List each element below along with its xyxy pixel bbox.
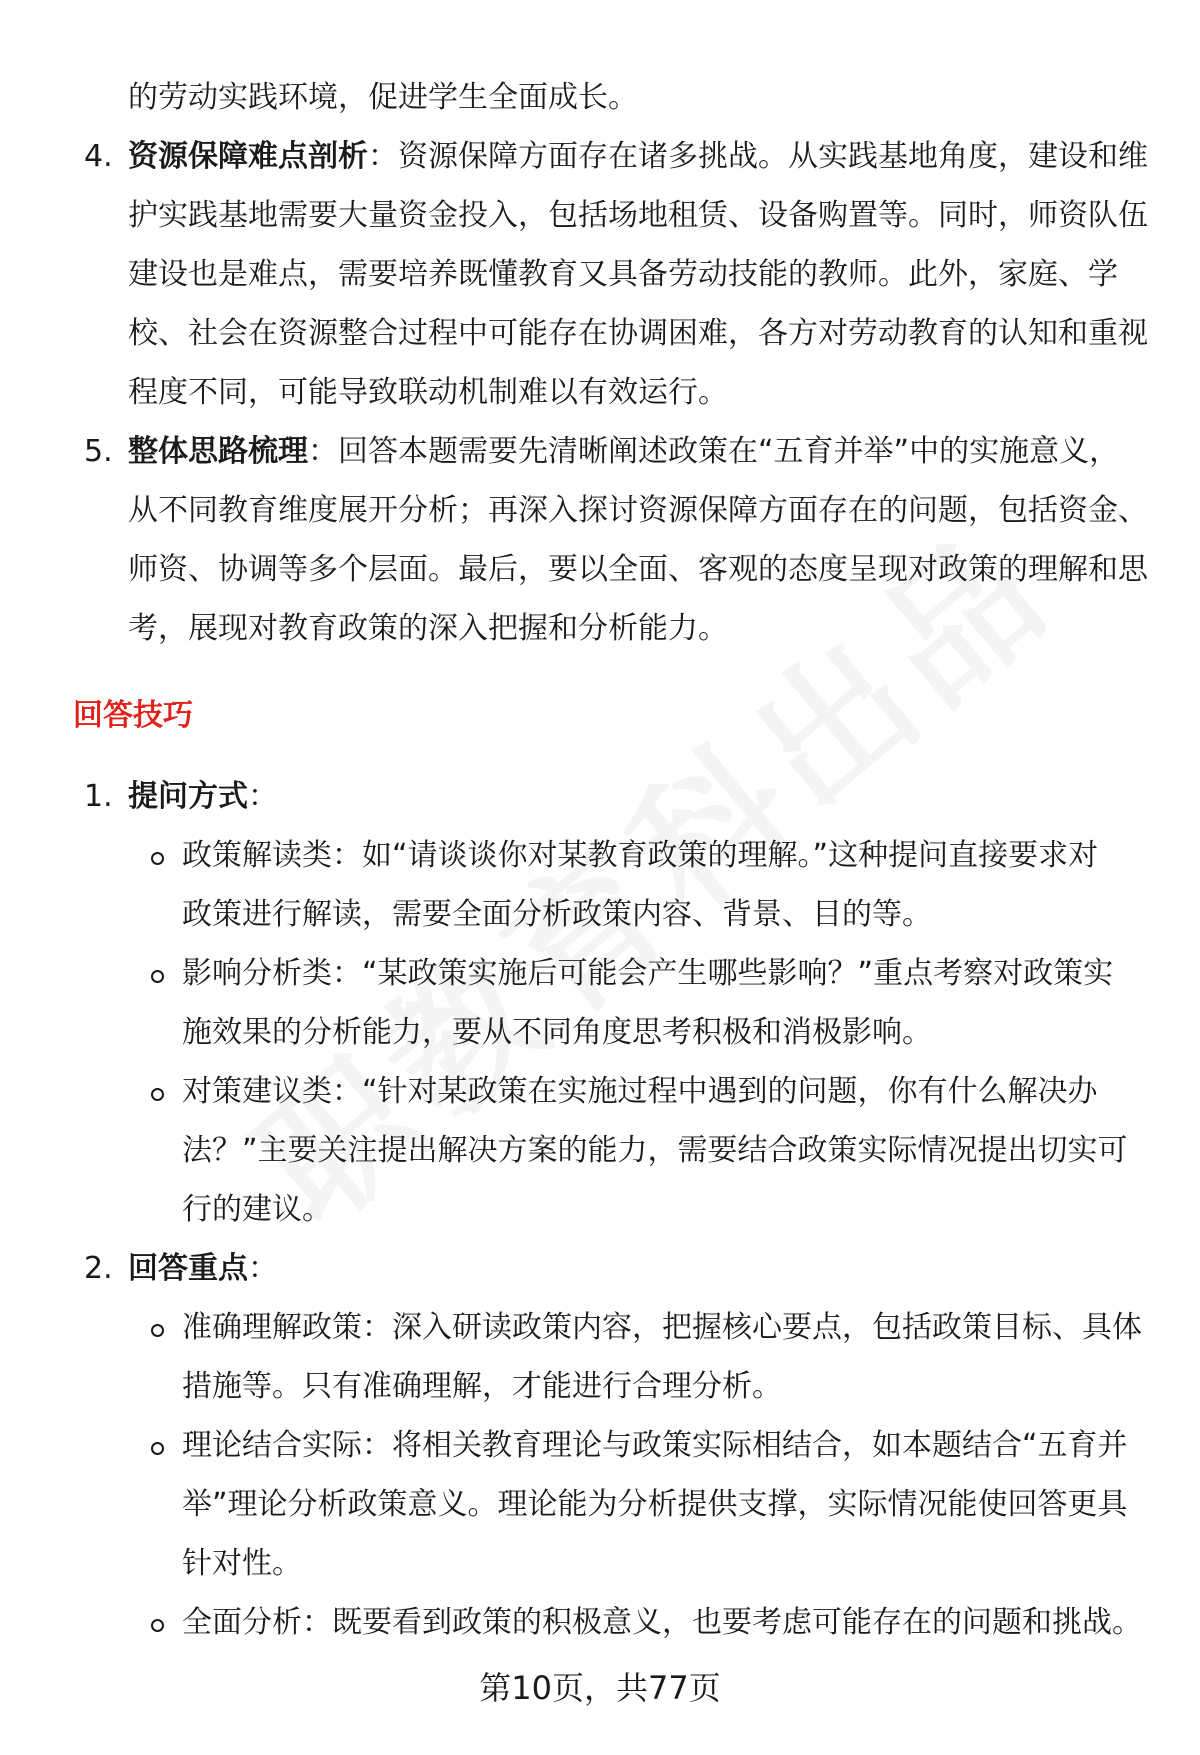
item-separator: ： (248, 779, 278, 814)
hollow-circle-bullet-icon (151, 1324, 164, 1337)
intro-line: 的劳动实践环境，促进学生全面成长。 (128, 80, 638, 115)
item-title: 提问方式 (128, 779, 248, 814)
hollow-circle-bullet-icon (151, 970, 164, 983)
bullet-text-line: 理论结合实际：将相关教育理论与政策实际相结合，如本题结合“五育并 (182, 1428, 1128, 1463)
bullet-item (0, 1298, 1200, 1416)
bullet-text-line: 影响分析类：“某政策实施后可能会产生哪些影响？”重点考察对政策实 (182, 956, 1114, 991)
item-text-line: 校、社会在资源整合过程中可能存在协调困难，各方对劳动教育的认知和重视 (128, 316, 1148, 351)
bullet-text-line: 措施等。只有准确理解，才能进行合理分析。 (182, 1369, 782, 1404)
bullet-item (0, 1416, 1200, 1593)
bullet-text-line: 政策解读类：如“请谈谈你对某教育政策的理解。”这种提问直接要求对 (182, 838, 1099, 873)
item-number: 1. (84, 779, 113, 814)
numbered-tip-1 (0, 767, 1200, 1239)
item-text-line: 从不同教育维度展开分析；再深入探讨资源保障方面存在的问题，包括资金、 (128, 493, 1148, 528)
hollow-circle-bullet-icon (151, 1619, 164, 1632)
item-text-line: 考，展现对教育政策的深入把握和分析能力。 (128, 611, 728, 646)
item-number: 2. (84, 1251, 113, 1286)
item-title: 资源保障难点剖析 (128, 139, 368, 174)
item-text-line: 建设也是难点，需要培养既懂教育又具备劳动技能的教师。此外，家庭、学 (128, 257, 1118, 292)
item-title: 整体思路梳理 (128, 434, 308, 469)
hollow-circle-bullet-icon (151, 1088, 164, 1101)
bullet-text-line: 法？”主要关注提出解决方案的能力，需要结合政策实际情况提出切实可 (182, 1133, 1128, 1168)
bullet-item (0, 1593, 1200, 1652)
item-text-line: 回答本题需要先清晰阐述政策在“五育并举”中的实施意义， (338, 434, 1120, 469)
item-number: 5. (84, 434, 113, 469)
item-text-line: 师资、协调等多个层面。最后，要以全面、客观的态度呈现对政策的理解和思 (128, 552, 1148, 587)
item-text-line: 程度不同，可能导致联动机制难以有效运行。 (128, 375, 728, 410)
bullet-text-line: 施效果的分析能力，要从不同角度思考积极和消极影响。 (182, 1015, 932, 1050)
bullet-text-line: 准确理解政策：深入研读政策内容，把握核心要点，包括政策目标、具体 (182, 1310, 1142, 1345)
bullet-text-line: 全面分析：既要看到政策的积极意义，也要考虑可能存在的问题和挑战。 (182, 1605, 1142, 1640)
numbered-item-4 (0, 127, 1200, 422)
item-text-line: 护实践基地需要大量资金投入，包括场地租赁、设备购置等。同时，师资队伍 (128, 198, 1148, 233)
item-title: 回答重点 (128, 1251, 248, 1286)
bullet-item (0, 1062, 1200, 1239)
item-number: 4. (84, 139, 113, 174)
numbered-tip-2 (0, 1239, 1200, 1652)
item-separator: ： (368, 139, 398, 174)
hollow-circle-bullet-icon (151, 1442, 164, 1455)
bullet-text-line: 政策进行解读，需要全面分析政策内容、背景、目的等。 (182, 897, 932, 932)
item-separator: ： (308, 434, 338, 469)
page-footer: 第10页，共77页 (479, 1669, 721, 1707)
section-title: 回答技巧 (73, 698, 193, 733)
bullet-item (0, 944, 1200, 1062)
item-separator: ： (248, 1251, 278, 1286)
bullet-item (0, 826, 1200, 944)
document-body (0, 68, 1200, 1652)
numbered-item-5 (0, 422, 1200, 658)
item-text-line: 资源保障方面存在诸多挑战。从实践基地角度，建设和维 (398, 139, 1148, 174)
bullet-text-line: 针对性。 (182, 1546, 302, 1581)
bullet-text-line: 行的建议。 (182, 1192, 332, 1227)
hollow-circle-bullet-icon (151, 852, 164, 865)
bullet-text-line: 对策建议类：“针对某政策在实施过程中遇到的问题，你有什么解决办 (182, 1074, 1098, 1109)
bullet-text-line: 举”理论分析政策意义。理论能为分析提供支撑，实际情况能使回答更具 (182, 1487, 1128, 1522)
